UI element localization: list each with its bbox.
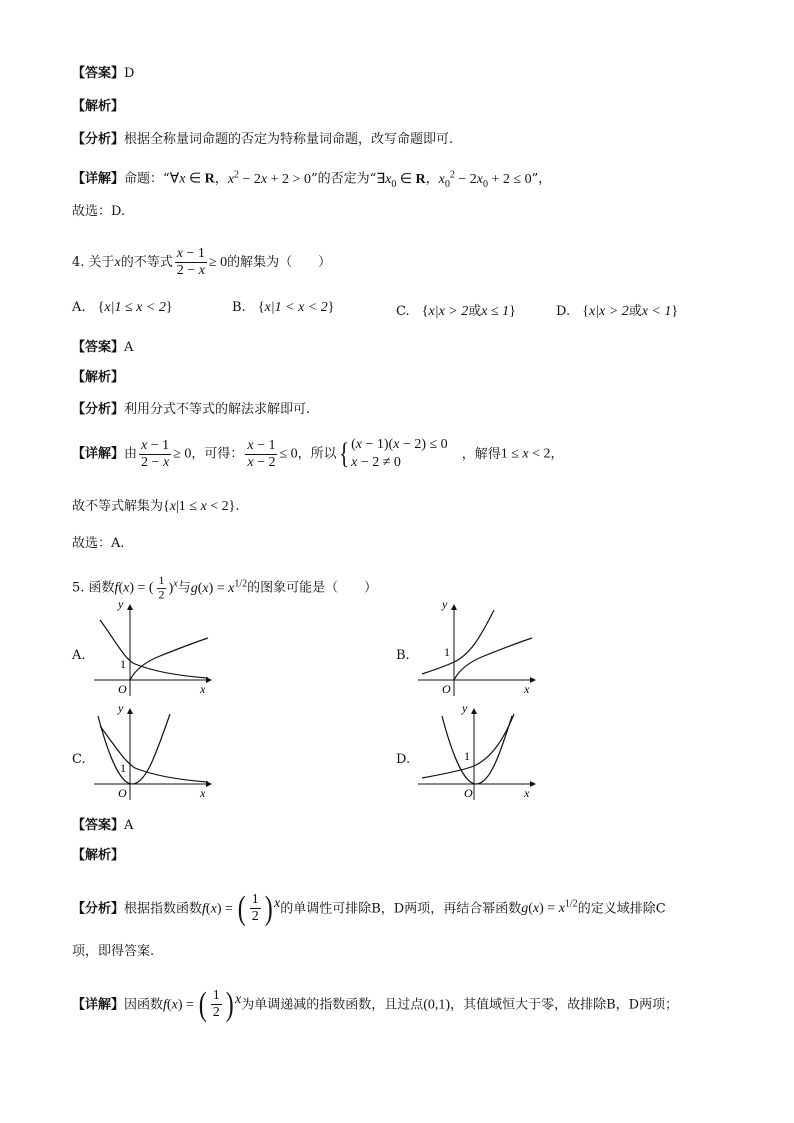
- q4-conclusion: 故不等式解集为{x|1 ≤ x < 2}.: [72, 499, 240, 514]
- q4-option-b[interactable]: B. {x|1 < x < 2}: [232, 300, 335, 315]
- svg-text:x: x: [524, 786, 530, 800]
- svg-text:y: y: [118, 704, 124, 715]
- svg-text:1: 1: [464, 749, 470, 763]
- graph-c: [90, 704, 220, 804]
- q5-fenxi: 【分析】根据指数函数f(x) = ( $\frac{1}{2}$ ) $^x$的单调性可排除B，D两项，再结合幂函数$g(x) = x^{1/2}$的定义域排除C: [72, 889, 666, 927]
- q3-guxuan: 故选：D.: [72, 204, 126, 219]
- q4-fenxi: 【分析】利用分式不等式的解法求解即可.: [72, 402, 311, 417]
- q4-system: (x − 1)(x − 2) ≤ 0 x − 2 ≠ 0: [351, 437, 448, 470]
- q4-option-c[interactable]: C. {x|x > 2或x ≤ 1}: [396, 304, 516, 319]
- q4-analysis-tag: 【解析】: [72, 370, 125, 385]
- q5-option-b[interactable]: B.: [396, 648, 410, 663]
- answer-tag: 【答案】: [72, 66, 125, 81]
- q5-xiangjie: 【详解】因函数f(x) = ( $\frac{1}{2}$ ) $^x$为单调递减的指数函数，且过点(0,1)，其值域恒大于零，故排除B，D两项；: [72, 985, 679, 1023]
- formula-ineq-neg: $x_0^2 - 2x_0 + 2 \le 0$: [438, 169, 532, 190]
- origin-label: O: [118, 682, 127, 696]
- q5-option-d[interactable]: D.: [396, 752, 411, 767]
- graph-b: [414, 600, 544, 700]
- q3-xiangjie: 【详解】命题：“∀x ∈ R，$x^2 - 2x + 2 > 0$”的否定为“$\exists x_0$ ∈ R，$x_0^2 - 2x_0 + 2 \le 0$”，: [72, 169, 552, 190]
- q5-fenxi-cont: 项，即得答案.: [72, 944, 155, 959]
- q4-option-d[interactable]: D. {x|x > 2或x < 1}: [556, 304, 679, 319]
- q4-xiangjie: 【详解】由 $\frac{x - 1}{2 - x}$ ≥ 0，可得： $\frac{x - 1}{x - 2}$ ≤ 0，所以{ (x − 1)(x − 2) ≤ 0 x − 2 ≠ 0 ，解得1 ≤ x < 2，: [72, 437, 564, 470]
- q4-answer-line: 【答案】A: [72, 340, 134, 355]
- axis-y-label: y: [118, 600, 124, 611]
- formula-forall: ∀x ∈ R: [169, 171, 215, 187]
- svg-text:O: O: [118, 786, 127, 800]
- q5-answer-line: 【答案】A: [72, 818, 134, 833]
- q4-fraction: $\frac{x - 1}{2 - x}$: [176, 246, 205, 278]
- formula-exists: $\exists x_0$ ∈ R: [376, 171, 426, 190]
- svg-text:1: 1: [120, 761, 126, 775]
- q3-analysis-tag: 【解析】: [72, 99, 125, 114]
- formula-ineq: $x^2 - 2x + 2 > 0$: [227, 169, 311, 187]
- q4-guxuan: 故选：A.: [72, 536, 125, 551]
- q5-option-a[interactable]: A.: [72, 648, 86, 663]
- graph-a: [90, 600, 220, 700]
- q5-option-c[interactable]: C.: [72, 752, 86, 767]
- svg-text:1: 1: [444, 645, 450, 659]
- tick-one-label: 1: [120, 657, 126, 671]
- q4-option-a[interactable]: A. {x|1 ≤ x < 2}: [72, 300, 173, 315]
- axis-x-label: x: [200, 682, 206, 696]
- q5-analysis-tag: 【解析】: [72, 848, 125, 863]
- q5-stem: 5. 函数f(x) = ( $\frac{1}{2}$ )$^x$与$g(x) = x^{1/2}$的图象可能是（ ）: [72, 574, 378, 602]
- svg-text:y: y: [442, 600, 448, 611]
- answer-value: D: [124, 66, 135, 81]
- svg-text:y: y: [462, 704, 468, 715]
- svg-text:O: O: [464, 786, 473, 800]
- svg-text:x: x: [200, 786, 206, 800]
- graph-d: [414, 704, 544, 804]
- svg-text:x: x: [524, 682, 530, 696]
- q4-stem: 4. 关于x的不等式 $\frac{x - 1}{2 - x}$ ≥ 0的解集为（ ）: [72, 246, 332, 278]
- svg-text:O: O: [442, 682, 451, 696]
- q3-fenxi: 【分析】根据全称量词命题的否定为特称量词命题，改写命题即可.: [72, 132, 454, 147]
- q3-answer-line: [72, 64, 134, 84]
